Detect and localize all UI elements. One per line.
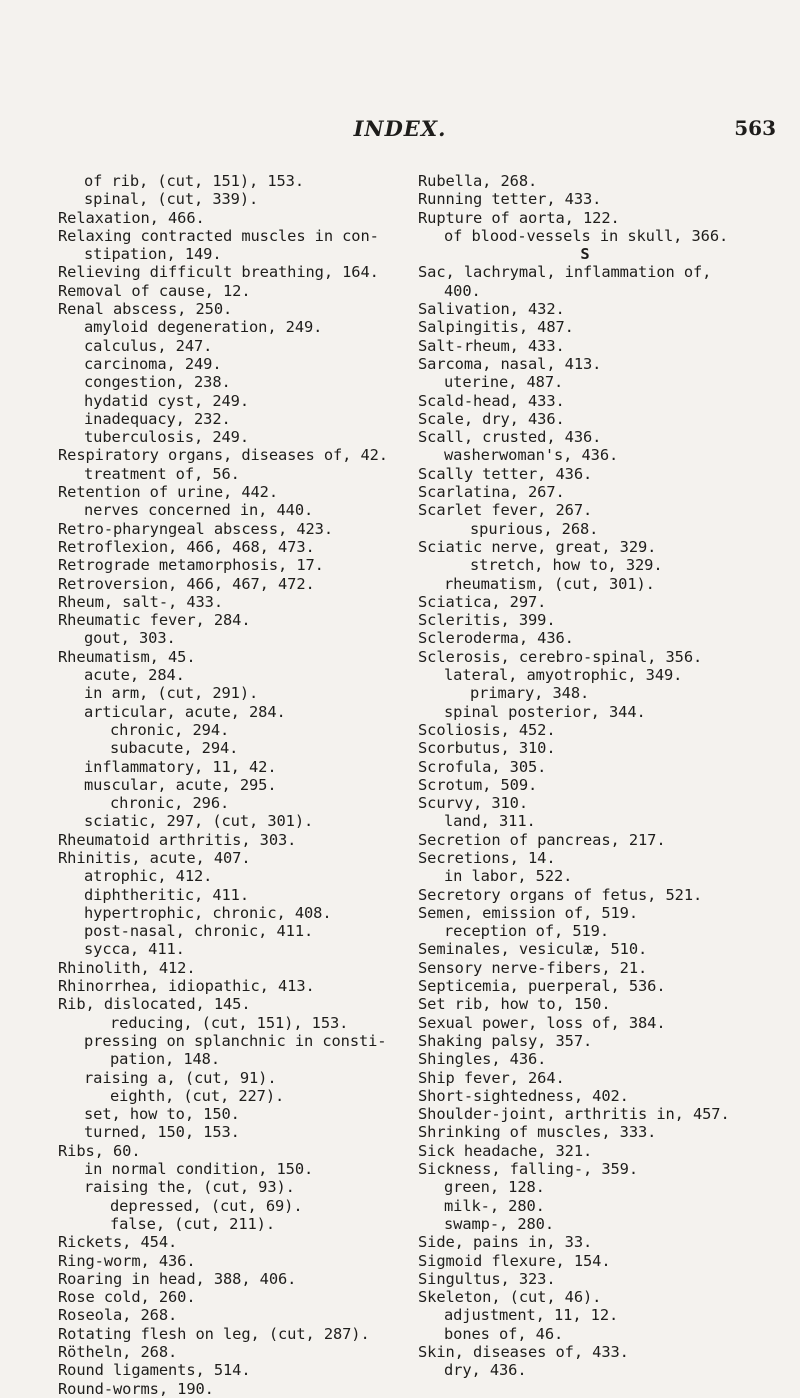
index-subentry: uterine, 487. [444, 373, 564, 392]
index-entry: Septicemia, puerperal, 536. [418, 977, 666, 996]
index-entry: Sexual power, loss of, 384. [418, 1013, 666, 1032]
page-number: 563 [734, 116, 776, 140]
index-entry: Respiratory organs, diseases of, 42. [58, 446, 388, 465]
index-subentry: spinal posterior, 344. [444, 702, 646, 721]
index-entry: Secretion of pancreas, 217. [418, 830, 666, 849]
index-entry: Round-worms, 190. [58, 1379, 214, 1398]
index-subentry: green, 128. [444, 1178, 545, 1197]
index-entry: Salt-rheum, 433. [418, 336, 565, 355]
index-entry: Scarlatina, 267. [418, 483, 565, 502]
index-entry: Retention of urine, 442. [58, 483, 278, 502]
index-entry: Shrinking of muscles, 333. [418, 1123, 657, 1142]
index-entry: Scally tetter, 436. [418, 464, 593, 483]
index-entry: Scoliosis, 452. [418, 720, 556, 739]
index-entry: Relaxing contracted muscles in con- [58, 226, 379, 245]
index-entry: Side, pains in, 33. [418, 1233, 593, 1252]
index-subentry: diphtheritic, 411. [84, 885, 249, 904]
index-entry: Scleroderma, 436. [418, 629, 574, 648]
index-subentry: calculus, 247. [84, 336, 213, 355]
index-entry: Rheumatism, 45. [58, 647, 196, 666]
index-subentry: hypertrophic, chronic, 408. [84, 903, 332, 922]
index-entry: Sclerosis, cerebro-spinal, 356. [418, 647, 703, 666]
index-subentry: inadequacy, 232. [84, 409, 231, 428]
index-entry: Sarcoma, nasal, 413. [418, 354, 602, 373]
running-title: INDEX. [353, 116, 447, 141]
index-subentry: dry, 436. [444, 1361, 527, 1380]
index-subentry: amyloid degeneration, 249. [84, 318, 323, 337]
index-subentry: in labor, 522. [444, 867, 573, 886]
index-subentry: set, how to, 150. [84, 1105, 240, 1124]
index-subentry: false, (cut, 211). [110, 1214, 275, 1233]
index-entry: Rib, dislocated, 145. [58, 995, 251, 1014]
index-entry: Ring-worm, 436. [58, 1251, 196, 1270]
index-entry: Scall, crusted, 436. [418, 428, 602, 447]
index-entry: Roaring in head, 388, 406. [58, 1269, 297, 1288]
index-subentry: chronic, 296. [110, 794, 230, 813]
index-entry: Rheum, salt-, 433. [58, 592, 223, 611]
index-subentry: atrophic, 412. [84, 867, 213, 886]
index-entry: Round ligaments, 514. [58, 1361, 251, 1380]
index-entry: Roseola, 268. [58, 1306, 178, 1325]
index-subentry: of rib, (cut, 151), 153. [84, 172, 304, 190]
index-entry: Shingles, 436. [418, 1050, 547, 1069]
index-subentry: treatment of, 56. [84, 464, 240, 483]
index-entry: Shaking palsy, 357. [418, 1031, 593, 1050]
index-entry: Salpingitis, 487. [418, 318, 574, 337]
index-subentry: chronic, 294. [110, 720, 230, 739]
index-subentry: in normal condition, 150. [84, 1160, 314, 1179]
index-subentry: pressing on splanchnic in consti- [84, 1031, 387, 1050]
index-entry: Rupture of aorta, 122. [418, 208, 620, 227]
index-entry: Short-sightedness, 402. [418, 1086, 629, 1105]
index-entry: Relieving difficult breathing, 164. [58, 263, 379, 282]
index-entry: Scorbutus, 310. [418, 739, 556, 758]
page-header [0, 116, 800, 146]
index-entry: Scrofula, 305. [418, 757, 547, 776]
index-subentry: of blood-vessels in skull, 366. [444, 226, 729, 245]
index-subentry: raising a, (cut, 91). [84, 1068, 277, 1087]
index-subentry: bones of, 46. [444, 1324, 564, 1343]
index-subentry: sycca, 411. [84, 940, 185, 959]
index-entry: Retro-pharyngeal abscess, 423. [58, 519, 333, 538]
index-entry: Retroflexion, 466, 468, 473. [58, 537, 315, 556]
index-entry: Sciatic nerve, great, 329. [418, 537, 657, 556]
index-subentry: in arm, (cut, 291). [84, 684, 259, 703]
index-subentry: post-nasal, chronic, 411. [84, 922, 314, 941]
index-subentry: depressed, (cut, 69). [110, 1196, 303, 1215]
index-subentry: stretch, how to, 329. [470, 556, 663, 575]
index-subentry: spurious, 268. [470, 519, 599, 538]
index-subentry: muscular, acute, 295. [84, 775, 277, 794]
index-entry: Shoulder-joint, arthritis in, 457. [418, 1105, 730, 1124]
index-subentry: reducing, (cut, 151), 153. [110, 1013, 349, 1032]
index-entry: Scald-head, 433. [418, 391, 565, 410]
index-entry: Sac, lachrymal, inflammation of, [418, 263, 712, 282]
index-entry: Set rib, how to, 150. [418, 995, 611, 1014]
index-entry: Rötheln, 268. [58, 1343, 178, 1361]
index-entry: Secretory organs of fetus, 521. [418, 885, 703, 904]
index-subentry: eighth, (cut, 227). [110, 1086, 285, 1105]
index-entry: Rhinolith, 412. [58, 958, 196, 977]
index-entry: Renal abscess, 250. [58, 300, 233, 319]
index-subentry: tuberculosis, 249. [84, 428, 249, 447]
index-entry: Rheumatic fever, 284. [58, 611, 251, 630]
index-column-right [418, 172, 792, 1380]
index-subentry: 400. [444, 281, 481, 300]
index-subentry: lateral, amyotrophic, 349. [444, 666, 683, 685]
index-entry: Relaxation, 466. [58, 208, 205, 227]
index-entry: Sensory nerve-fibers, 21. [418, 958, 648, 977]
index-entry: Singultus, 323. [418, 1269, 556, 1288]
index-subentry: swamp-, 280. [444, 1214, 554, 1233]
index-subentry: articular, acute, 284. [84, 702, 286, 721]
index-entry: Scurvy, 310. [418, 794, 528, 813]
index-subentry: congestion, 238. [84, 373, 231, 392]
index-subentry: raising the, (cut, 93). [84, 1178, 295, 1197]
index-subentry: reception of, 519. [444, 922, 609, 941]
index-subentry: turned, 150, 153. [84, 1123, 240, 1142]
index-entry: Sick headache, 321. [418, 1141, 593, 1160]
index-entry: Rhinorrhea, idiopathic, 413. [58, 977, 315, 996]
index-entry: Rubella, 268. [418, 172, 538, 190]
index-subentry: spinal, (cut, 339). [84, 190, 259, 209]
index-subentry: gout, 303. [84, 629, 176, 648]
index-entry: Sciatica, 297. [418, 592, 547, 611]
section-letter-heading: S [580, 245, 590, 264]
index-subentry: subacute, 294. [110, 739, 239, 758]
index-entry: Rhinitis, acute, 407. [58, 848, 251, 867]
index-subentry: washerwoman's, 436. [444, 446, 619, 465]
index-entry: Scleritis, 399. [418, 611, 556, 630]
index-subentry: rheumatism, (cut, 301). [444, 574, 655, 593]
index-entry: Rose cold, 260. [58, 1288, 196, 1307]
index-entry: Scarlet fever, 267. [418, 501, 593, 520]
index-subentry: inflammatory, 11, 42. [84, 757, 277, 776]
index-entry: Scale, dry, 436. [418, 409, 565, 428]
index-entry: Running tetter, 433. [418, 190, 602, 209]
index-entry: Retrograde metamorphosis, 17. [58, 556, 324, 575]
index-subentry: sciatic, 297, (cut, 301). [84, 812, 314, 831]
index-subentry: pation, 148. [110, 1050, 220, 1069]
index-entry: Secretions, 14. [418, 848, 556, 867]
index-entry: Scrotum, 509. [418, 775, 538, 794]
index-subentry: land, 311. [444, 812, 536, 831]
index-entry: Seminales, vesiculæ, 510. [418, 940, 648, 959]
index-subentry: adjustment, 11, 12. [444, 1306, 619, 1325]
index-subentry: nerves concerned in, 440. [84, 501, 314, 520]
index-entry: Salivation, 432. [418, 300, 565, 319]
index-subentry: hydatid cyst, 249. [84, 391, 249, 410]
index-entry: Ribs, 60. [58, 1141, 141, 1160]
index-entry: Retroversion, 466, 467, 472. [58, 574, 315, 593]
index-entry: Rotating flesh on leg, (cut, 287). [58, 1324, 370, 1343]
index-entry: Rheumatoid arthritis, 303. [58, 830, 297, 849]
index-entry: Sickness, falling-, 359. [418, 1160, 638, 1179]
index-entry: Skeleton, (cut, 46). [418, 1288, 602, 1307]
index-subentry: acute, 284. [84, 666, 185, 685]
index-column-left [58, 172, 388, 1398]
index-subentry: milk-, 280. [444, 1196, 545, 1215]
index-entry: Ship fever, 264. [418, 1068, 565, 1087]
index-entry: Removal of cause, 12. [58, 281, 251, 300]
index-subentry: primary, 348. [470, 684, 590, 703]
index-entry: Semen, emission of, 519. [418, 903, 638, 922]
index-subentry: stipation, 149. [84, 245, 222, 264]
index-entry: Skin, diseases of, 433. [418, 1343, 629, 1361]
index-entry: Rickets, 454. [58, 1233, 178, 1252]
index-subentry: carcinoma, 249. [84, 354, 222, 373]
index-entry: Sigmoid flexure, 154. [418, 1251, 611, 1270]
